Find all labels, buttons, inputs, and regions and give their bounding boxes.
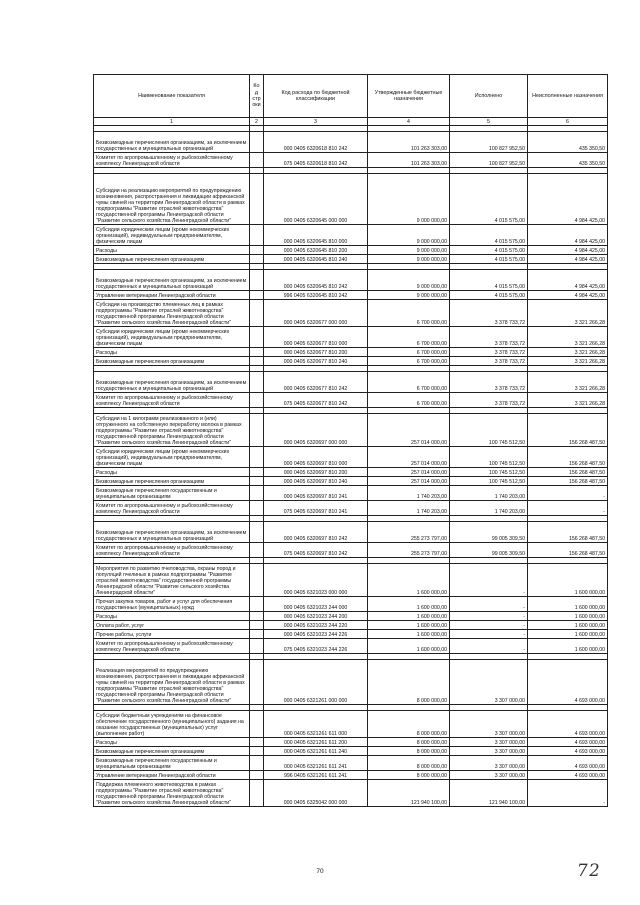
table-row [94, 414, 608, 447]
row-name: Комитет по агропромышленному и рыбохозяйственному комплексу Ленинградской области [94, 543, 250, 558]
row-unexecuted: 1 600 000,00 [528, 612, 608, 621]
row-name: Безвозмездные перечисления организациям, за исключением государственных и муниципальных организаций [94, 270, 250, 291]
column-number-row [94, 118, 608, 126]
row-executed: 3 307 000,00 [450, 660, 528, 705]
row-line-code [250, 543, 264, 558]
row-name: Безвозмездные перечисления организациям [94, 255, 250, 264]
row-approved: 255 273 797,00 [368, 522, 450, 543]
row-name: Поддержка племенного животноводства в рамках подпрограммы "Развитие отраслей животноводства" государственной программы Ленинградской области "Развитие сельского хозяйства Ленинградской области" [94, 780, 250, 807]
row-budget-code: 000 0405 6320645 810 240 [264, 255, 368, 264]
row-name: Безвозмездные перечисления организациям [94, 357, 250, 366]
row-approved: 1 740 203,00 [368, 486, 450, 501]
row-approved: 6 700 000,00 [368, 300, 450, 327]
row-unexecuted: 4 693 000,00 [528, 756, 608, 771]
row-budget-code: 996 0405 6321261 611 241 [264, 771, 368, 780]
row-budget-code: 000 0405 6320697 810 242 [264, 522, 368, 543]
row-executed: 3 307 000,00 [450, 738, 528, 747]
row-approved: 257 014 000,00 [368, 447, 450, 468]
row-approved: 8 000 000,00 [368, 756, 450, 771]
row-budget-code: 996 0405 6320645 810 242 [264, 291, 368, 300]
row-name: Безвозмездные перечисления государственным и муниципальным организациям [94, 486, 250, 501]
row-budget-code: 000 0405 6320645 810 000 [264, 225, 368, 246]
table-row [94, 153, 608, 168]
table-row [94, 291, 608, 300]
table-row [94, 468, 608, 477]
row-name: Реализация мероприятий по предупреждению возникновения, распространения и ликвидации африканской чумы свиней на территории Ленинградской области в рамках подпрограммы "Развитие отраслей животноводства" государственной программы Ленинградской области "Развитие сельского хозяйства Ленинградской области" [94, 660, 250, 705]
row-name: Комитет по агропромышленному и рыбохозяйственному комплексу Ленинградской области [94, 153, 250, 168]
table-row [94, 771, 608, 780]
row-executed: - [450, 630, 528, 639]
row-line-code [250, 327, 264, 348]
row-executed: 100 827 952,50 [450, 132, 528, 153]
row-line-code [250, 738, 264, 747]
row-approved: 1 600 000,00 [368, 597, 450, 612]
row-executed: 3 378 733,72 [450, 393, 528, 408]
row-name: Прочие работы, услуги [94, 630, 250, 639]
row-budget-code: 000 0405 6320697 810 200 [264, 468, 368, 477]
row-name: Субсидии на реализацию мероприятий по предупреждению возникновения, распространения и ликвидации африканской чумы свиней на территории Ленинградской области в рамках подпрограммы "Развитие отраслей животноводства" государственной программы Ленинградской области "Развитие сельского хозяйства Ленинградской области" [94, 174, 250, 225]
row-line-code [250, 255, 264, 264]
table-row [94, 225, 608, 246]
row-line-code [250, 597, 264, 612]
row-executed: 3 378 733,72 [450, 300, 528, 327]
table-row [94, 543, 608, 558]
table-row [94, 447, 608, 468]
row-approved: 101 263 303,00 [368, 132, 450, 153]
row-approved: 9 000 000,00 [368, 255, 450, 264]
row-unexecuted: 435 350,50 [528, 132, 608, 153]
row-line-code [250, 174, 264, 225]
row-approved: 9 000 000,00 [368, 225, 450, 246]
row-unexecuted: 4 984 425,00 [528, 255, 608, 264]
column-number: 4 [368, 118, 450, 126]
row-approved: 1 600 000,00 [368, 630, 450, 639]
table-row [94, 255, 608, 264]
row-name: Оплата работ, услуг [94, 621, 250, 630]
row-budget-code: 000 0405 6320677 810 000 [264, 327, 368, 348]
row-unexecuted: 3 321 266,28 [528, 327, 608, 348]
table-row [94, 630, 608, 639]
row-budget-code: 000 0405 6321023 244 226 [264, 630, 368, 639]
report-sheet [93, 74, 607, 807]
row-executed: 4 015 575,00 [450, 225, 528, 246]
row-approved: 257 014 000,00 [368, 414, 450, 447]
table-row [94, 597, 608, 612]
row-name: Безвозмездные перечисления организациям [94, 477, 250, 486]
table-row [94, 174, 608, 225]
row-unexecuted: 4 693 000,00 [528, 747, 608, 756]
row-name: Безвозмездные перечисления организациям, за исключением государственных и муниципальных организаций [94, 372, 250, 393]
row-approved: 6 700 000,00 [368, 357, 450, 366]
row-name: Субсидии на 1 килограмм реализованного и (или) отгруженного на собственную переработку молока в рамках подпрограммы "Развитие отраслей животноводства" государственной программы Ленинградской области "Развитие сельского хозяйства Ленинградской области" [94, 414, 250, 447]
row-budget-code: 000 0405 6320677 000 000 [264, 300, 368, 327]
row-unexecuted: 1 600 000,00 [528, 630, 608, 639]
column-number: 1 [94, 118, 250, 126]
row-unexecuted: 1 600 000,00 [528, 564, 608, 597]
row-approved: 257 014 000,00 [368, 468, 450, 477]
row-budget-code: 000 0405 6320618 810 242 [264, 132, 368, 153]
row-name: Безвозмездные перечисления организациям, за исключением государственных и муниципальных организаций [94, 132, 250, 153]
row-approved: 8 000 000,00 [368, 738, 450, 747]
row-budget-code: 075 0405 6320697 810 241 [264, 501, 368, 516]
row-executed: 1 740 203,00 [450, 501, 528, 516]
row-unexecuted: 4 984 425,00 [528, 270, 608, 291]
row-budget-code: 000 0405 6321023 244 220 [264, 621, 368, 630]
row-unexecuted: 3 321 266,28 [528, 300, 608, 327]
row-executed: 3 307 000,00 [450, 747, 528, 756]
header-executed: Исполнено [450, 75, 528, 118]
row-executed: - [450, 564, 528, 597]
column-number: 2 [250, 118, 264, 126]
table-row [94, 348, 608, 357]
row-name: Комитет по агропромышленному и рыбохозяйственному комплексу Ленинградской области [94, 501, 250, 516]
table-row [94, 132, 608, 153]
row-name: Субсидии на производство племенных лиц в рамках подпрограммы "Развитие отраслей животноводства" государственной программы Ленинградской области "Развитие сельского хозяйства Ленинградской области" [94, 300, 250, 327]
row-executed: - [450, 612, 528, 621]
row-budget-code: 075 0405 6320618 810 242 [264, 153, 368, 168]
row-unexecuted: 156 268 487,50 [528, 447, 608, 468]
table-row [94, 564, 608, 597]
header-row [94, 75, 608, 118]
row-executed: 100 827 952,50 [450, 153, 528, 168]
row-name: Расходы [94, 348, 250, 357]
row-line-code [250, 468, 264, 477]
row-budget-code: 000 0405 6321023 244 000 [264, 597, 368, 612]
row-unexecuted: 1 600 000,00 [528, 639, 608, 654]
row-unexecuted: 4 984 425,00 [528, 174, 608, 225]
row-line-code [250, 501, 264, 516]
row-line-code [250, 225, 264, 246]
row-unexecuted: 4 693 000,00 [528, 738, 608, 747]
row-executed: 3 378 733,72 [450, 327, 528, 348]
row-budget-code: 000 0405 6320677 810 242 [264, 372, 368, 393]
row-approved: 6 700 000,00 [368, 348, 450, 357]
row-executed: 1 740 203,00 [450, 486, 528, 501]
row-name: Управление ветеринарии Ленинградской области [94, 771, 250, 780]
row-budget-code: 000 0405 6320697 810 240 [264, 477, 368, 486]
row-approved: 9 000 000,00 [368, 291, 450, 300]
table-row [94, 270, 608, 291]
page-number: 70 [316, 868, 324, 875]
row-line-code [250, 291, 264, 300]
row-name: Комитет по агропромышленному и рыбохозяйственному комплексу Ленинградской области [94, 393, 250, 408]
row-name: Безвозмездные перечисления организациям [94, 747, 250, 756]
row-line-code [250, 612, 264, 621]
table-row [94, 357, 608, 366]
row-unexecuted: 3 321 266,28 [528, 348, 608, 357]
row-name: Субсидии юридическим лицам (кроме некоммерческих организаций), индивидуальным предпринимателям, физическим лицам [94, 447, 250, 468]
row-unexecuted: 156 268 487,50 [528, 414, 608, 447]
row-line-code [250, 486, 264, 501]
row-approved: 9 000 000,00 [368, 246, 450, 255]
row-name: Расходы [94, 468, 250, 477]
row-unexecuted: 156 268 487,50 [528, 468, 608, 477]
row-executed: 4 015 575,00 [450, 246, 528, 255]
row-line-code [250, 300, 264, 327]
row-line-code [250, 447, 264, 468]
row-budget-code: 000 0405 6320697 000 000 [264, 414, 368, 447]
table-row [94, 747, 608, 756]
row-approved: 1 600 000,00 [368, 612, 450, 621]
row-executed: 4 015 575,00 [450, 270, 528, 291]
row-unexecuted: 3 321 266,28 [528, 357, 608, 366]
row-line-code [250, 348, 264, 357]
table-row [94, 372, 608, 393]
row-executed: - [450, 597, 528, 612]
row-unexecuted: 4 693 000,00 [528, 660, 608, 705]
table-row [94, 246, 608, 255]
row-executed: 4 015 575,00 [450, 291, 528, 300]
row-budget-code: 000 0405 6321261 611 241 [264, 756, 368, 771]
row-line-code [250, 771, 264, 780]
row-approved: 1 600 000,00 [368, 564, 450, 597]
row-name: Расходы [94, 246, 250, 255]
row-line-code [250, 357, 264, 366]
row-line-code [250, 564, 264, 597]
row-approved: 8 000 000,00 [368, 660, 450, 705]
header-name: Наименование показателя [94, 75, 250, 118]
row-line-code [250, 780, 264, 807]
header-budget-code: Код расхода по бюджетной классификации [264, 75, 368, 118]
row-line-code [250, 132, 264, 153]
table-row [94, 639, 608, 654]
row-unexecuted: 4 693 000,00 [528, 771, 608, 780]
column-number: 6 [528, 118, 608, 126]
row-approved: 1 600 000,00 [368, 621, 450, 630]
table-row [94, 477, 608, 486]
header-approved: Утвержденные бюджетные назначения [368, 75, 450, 118]
row-executed: 100 745 512,50 [450, 447, 528, 468]
row-executed: 99 005 309,50 [450, 522, 528, 543]
row-unexecuted: 156 268 487,50 [528, 477, 608, 486]
row-unexecuted: 3 321 266,28 [528, 372, 608, 393]
budget-table [93, 74, 608, 807]
row-budget-code: 000 0405 6321261 000 000 [264, 660, 368, 705]
row-unexecuted: 4 693 000,00 [528, 711, 608, 738]
row-budget-code: 000 0405 6321023 244 200 [264, 612, 368, 621]
row-line-code [250, 414, 264, 447]
row-line-code [250, 477, 264, 486]
row-name: Прочая закупка товаров, работ и услуг для обеспечения государственных (муниципальных) нужд [94, 597, 250, 612]
row-executed: 3 307 000,00 [450, 756, 528, 771]
row-executed: - [450, 621, 528, 630]
table-row [94, 393, 608, 408]
row-unexecuted: 4 984 425,00 [528, 246, 608, 255]
row-line-code [250, 522, 264, 543]
row-unexecuted: 3 321 266,28 [528, 393, 608, 408]
table-row [94, 756, 608, 771]
row-budget-code: 000 0405 6320645 810 242 [264, 270, 368, 291]
row-executed: 100 745 512,50 [450, 414, 528, 447]
row-name: Расходы [94, 738, 250, 747]
row-budget-code: 000 0405 6320697 810 000 [264, 447, 368, 468]
row-executed: 3 307 000,00 [450, 711, 528, 738]
row-approved: 1 600 000,00 [368, 639, 450, 654]
row-name: Комитет по агропромышленному и рыбохозяйственному комплексу Ленинградской области [94, 639, 250, 654]
row-unexecuted: 4 984 425,00 [528, 225, 608, 246]
row-budget-code: 000 0405 6320645 810 200 [264, 246, 368, 255]
row-line-code [250, 660, 264, 705]
table-row [94, 621, 608, 630]
row-approved: 6 700 000,00 [368, 327, 450, 348]
row-approved: 257 014 000,00 [368, 477, 450, 486]
row-budget-code: 000 0405 6320677 810 200 [264, 348, 368, 357]
row-approved: 6 700 000,00 [368, 393, 450, 408]
row-budget-code: 000 0405 6320645 000 000 [264, 174, 368, 225]
row-name: Субсидии бюджетным учреждениям на финансовое обеспечение государственного (муниципального) задания на оказание государственных (муниципальных) услуг (выполнение работ) [94, 711, 250, 738]
row-executed: 3 378 733,72 [450, 348, 528, 357]
row-executed: 3 307 000,00 [450, 771, 528, 780]
row-approved: 6 700 000,00 [368, 372, 450, 393]
row-executed: - [450, 639, 528, 654]
table-row [94, 522, 608, 543]
row-name: Субсидии юридическим лицам (кроме некоммерческих организаций), индивидуальным предпринимателям, физическим лицам [94, 327, 250, 348]
row-line-code [250, 711, 264, 738]
row-unexecuted: 156 268 487,50 [528, 522, 608, 543]
row-approved: 101 263 303,00 [368, 153, 450, 168]
row-budget-code: 000 0405 6321261 611 000 [264, 711, 368, 738]
row-approved: 8 000 000,00 [368, 771, 450, 780]
row-executed: 99 005 309,50 [450, 543, 528, 558]
table-row [94, 612, 608, 621]
row-name: Расходы [94, 612, 250, 621]
table-body [94, 126, 608, 807]
row-line-code [250, 639, 264, 654]
row-executed: 100 745 512,50 [450, 477, 528, 486]
row-unexecuted: - [528, 780, 608, 807]
header-line-code: Код строки [250, 75, 264, 118]
row-unexecuted: 1 600 000,00 [528, 597, 608, 612]
table-row [94, 327, 608, 348]
table-row [94, 711, 608, 738]
row-unexecuted: - [528, 486, 608, 501]
handwritten-page-stamp: 72 [575, 861, 603, 881]
row-budget-code: 000 0405 6321261 611 200 [264, 738, 368, 747]
row-budget-code: 000 0405 6321261 611 240 [264, 747, 368, 756]
row-budget-code: 075 0405 6321023 244 226 [264, 639, 368, 654]
row-executed: 3 378 733,72 [450, 372, 528, 393]
row-approved: 9 000 000,00 [368, 174, 450, 225]
row-budget-code: 000 0405 6320677 810 240 [264, 357, 368, 366]
row-unexecuted: 435 350,50 [528, 153, 608, 168]
table-row [94, 300, 608, 327]
row-line-code [250, 270, 264, 291]
row-executed: 3 378 733,72 [450, 357, 528, 366]
row-unexecuted: 1 600 000,00 [528, 621, 608, 630]
row-line-code [250, 372, 264, 393]
row-line-code [250, 393, 264, 408]
row-line-code [250, 246, 264, 255]
row-budget-code: 000 0405 6325042 000 000 [264, 780, 368, 807]
row-line-code [250, 747, 264, 756]
row-name: Мероприятия по развитию пчеловодства, охраны пород и популяций пчелиных в рамках подпрограммы "Развитие отраслей животноводства" государственной программы Ленинградской области "Развитие сельского хозяйства Ленинградской области" [94, 564, 250, 597]
row-budget-code: 000 0405 6321023 000 000 [264, 564, 368, 597]
row-budget-code: 075 0405 6320697 810 242 [264, 543, 368, 558]
row-name: Безвозмездные перечисления организациям, за исключением государственных и муниципальных организаций [94, 522, 250, 543]
row-executed: 100 745 512,50 [450, 468, 528, 477]
row-unexecuted: - [528, 501, 608, 516]
table-row [94, 660, 608, 705]
row-line-code [250, 153, 264, 168]
row-executed: 4 015 575,00 [450, 255, 528, 264]
row-line-code [250, 621, 264, 630]
row-line-code [250, 756, 264, 771]
table-row [94, 780, 608, 807]
table-row [94, 738, 608, 747]
row-name: Управление ветеринарии Ленинградской области [94, 291, 250, 300]
row-line-code [250, 630, 264, 639]
row-approved: 8 000 000,00 [368, 747, 450, 756]
row-executed: 4 015 575,00 [450, 174, 528, 225]
row-name: Субсидии юридическим лицам (кроме некоммерческих организаций), индивидуальным предпринимателям, физическим лицам [94, 225, 250, 246]
row-budget-code: 000 0405 6320697 810 241 [264, 486, 368, 501]
row-approved: 121 940 100,00 [368, 780, 450, 807]
row-unexecuted: 156 268 487,50 [528, 543, 608, 558]
table-row [94, 486, 608, 501]
row-executed: 121 940 100,00 [450, 780, 528, 807]
row-approved: 9 000 000,00 [368, 270, 450, 291]
row-approved: 8 000 000,00 [368, 711, 450, 738]
table-row [94, 501, 608, 516]
column-number: 3 [264, 118, 368, 126]
row-budget-code: 075 0405 6320677 810 242 [264, 393, 368, 408]
row-name: Безвозмездные перечисления государственным и муниципальным организациям [94, 756, 250, 771]
column-number: 5 [450, 118, 528, 126]
header-unexecuted: Неисполненные назначения [528, 75, 608, 118]
row-approved: 1 740 203,00 [368, 501, 450, 516]
row-approved: 255 273 797,00 [368, 543, 450, 558]
row-unexecuted: 4 984 425,00 [528, 291, 608, 300]
